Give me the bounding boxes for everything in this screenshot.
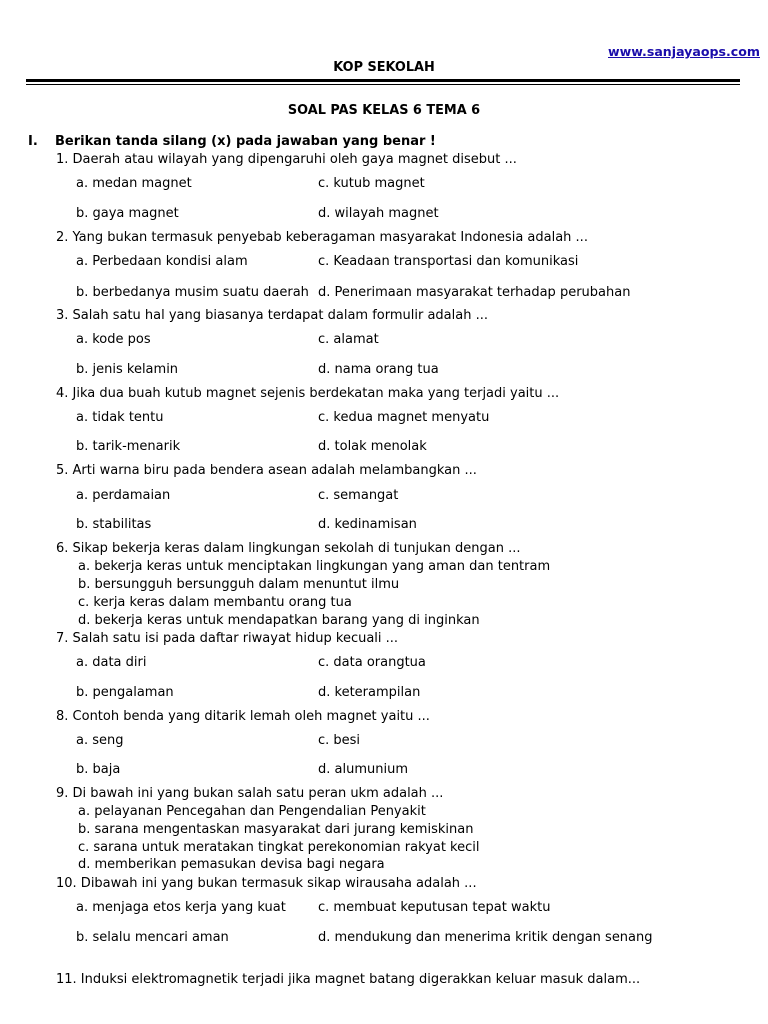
q4-option-c: c. kedua magnet menyatu <box>318 410 490 425</box>
question-6: 6. Sikap bekerja keras dalam lingkungan sekolah di tunjukan dengan ... <box>56 541 521 556</box>
q9-option-c: c. sarana untuk meratakan tingkat perekonomian rakyat kecil <box>78 840 480 855</box>
q5-option-b: b. stabilitas <box>76 517 152 532</box>
q4-option-a: a. tidak tentu <box>76 410 164 425</box>
exam-title: SOAL PAS KELAS 6 TEMA 6 <box>287 103 481 118</box>
q5-option-a: a. perdamaian <box>76 488 171 503</box>
q5-option-c: c. semangat <box>318 488 399 503</box>
q8-option-c: c. besi <box>318 733 361 748</box>
website-link[interactable]: www.sanjayaops.com <box>608 44 760 59</box>
q6-option-c: c. kerja keras dalam membantu orang tua <box>78 595 352 610</box>
q7-option-d: d. keterampilan <box>318 685 421 700</box>
q6-option-a: a. bekerja keras untuk menciptakan lingkungan yang aman dan tentram <box>78 559 551 574</box>
q1-option-a: a. medan magnet <box>76 176 192 191</box>
q7-option-b: b. pengalaman <box>76 685 174 700</box>
q9-option-b: b. sarana mengentaskan masyarakat dari jurang kemiskinan <box>78 822 474 837</box>
q10-option-d: d. mendukung dan menerima kritik dengan senang <box>318 930 653 945</box>
q8-option-b: b. baja <box>76 762 121 777</box>
question-4: 4. Jika dua buah kutub magnet sejenis berdekatan maka yang terjadi yaitu ... <box>56 386 560 401</box>
q1-option-c: c. kutub magnet <box>318 176 425 191</box>
question-5: 5. Arti warna biru pada bendera asean adalah melambangkan ... <box>56 463 477 478</box>
q2-option-a: a. Perbedaan kondisi alam <box>76 254 248 269</box>
q3-option-b: b. jenis kelamin <box>76 362 179 377</box>
q3-option-d: d. nama orang tua <box>318 362 439 377</box>
header-rule-thin <box>26 84 740 85</box>
q10-option-a: a. menjaga etos kerja yang kuat <box>76 900 286 915</box>
q2-option-d: d. Penerimaan masyarakat terhadap perubahan <box>318 285 631 300</box>
q7-option-a: a. data diri <box>76 655 147 670</box>
q1-option-b: b. gaya magnet <box>76 206 179 221</box>
header-rule-thick <box>26 79 740 82</box>
q8-option-a: a. seng <box>76 733 124 748</box>
question-10: 10. Dibawah ini yang bukan termasuk sikap wirausaha adalah ... <box>56 876 477 891</box>
q2-option-b: b. berbedanya musim suatu daerah <box>76 285 309 300</box>
q6-option-b: b. bersungguh bersungguh dalam menuntut ilmu <box>78 577 400 592</box>
question-9: 9. Di bawah ini yang bukan salah satu peran ukm adalah ... <box>56 786 444 801</box>
q10-option-c: c. membuat keputusan tepat waktu <box>318 900 551 915</box>
question-1: 1. Daerah atau wilayah yang dipengaruhi oleh gaya magnet disebut ... <box>56 152 517 167</box>
question-7: 7. Salah satu isi pada daftar riwayat hidup kecuali ... <box>56 631 399 646</box>
q3-option-c: c. alamat <box>318 332 379 347</box>
question-2: 2. Yang bukan termasuk penyebab keberagaman masyarakat Indonesia adalah ... <box>56 230 588 245</box>
kop-sekolah: KOP SEKOLAH <box>333 60 435 75</box>
q5-option-d: d. kedinamisan <box>318 517 417 532</box>
question-8: 8. Contoh benda yang ditarik lemah oleh magnet yaitu ... <box>56 709 430 724</box>
q9-option-d: d. memberikan pemasukan devisa bagi negara <box>78 857 385 872</box>
q4-option-d: d. tolak menolak <box>318 439 427 454</box>
q4-option-b: b. tarik-menarik <box>76 439 181 454</box>
q1-option-d: d. wilayah magnet <box>318 206 439 221</box>
section-instruction: Berikan tanda silang (x) pada jawaban yang benar ! <box>55 134 436 149</box>
q9-option-a: a. pelayanan Pencegahan dan Pengendalian Penyakit <box>78 804 426 819</box>
q7-option-c: c. data orangtua <box>318 655 426 670</box>
q10-option-b: b. selalu mencari aman <box>76 930 229 945</box>
q8-option-d: d. alumunium <box>318 762 408 777</box>
q2-option-c: c. Keadaan transportasi dan komunikasi <box>318 254 579 269</box>
question-11: 11. Induksi elektromagnetik terjadi jika magnet batang digerakkan keluar masuk dalam... <box>56 972 641 987</box>
q6-option-d: d. bekerja keras untuk mendapatkan barang yang di inginkan <box>78 613 480 628</box>
q3-option-a: a. kode pos <box>76 332 151 347</box>
question-3: 3. Salah satu hal yang biasanya terdapat dalam formulir adalah ... <box>56 308 488 323</box>
section-number: I. <box>28 134 38 149</box>
